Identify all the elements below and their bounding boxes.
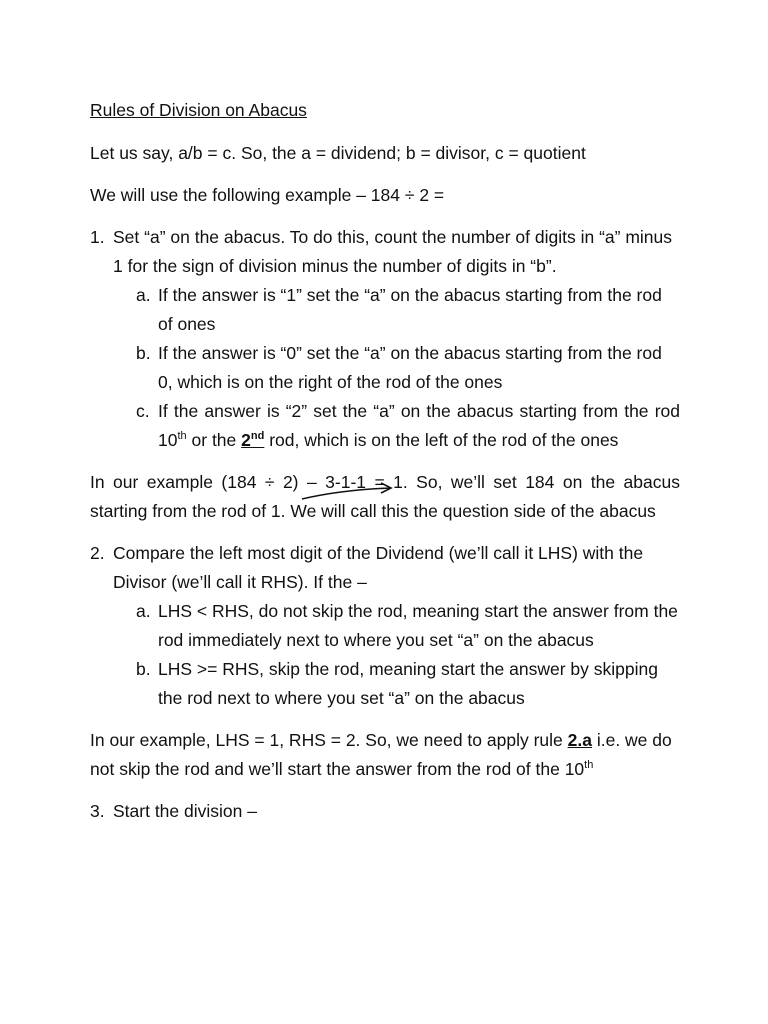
rule-1c-sup-1: th (177, 430, 187, 443)
example-1-paragraph: In our example (184 ÷ 2) – 3-1-1 = 1. So, we’ll set 184 on the abacus starting from the rod of 1. We will call this the question side of the abacus (90, 472, 680, 521)
rule-2b-text: LHS >= RHS, skip the rod, meaning start the answer by skipping the rod next to where you set “a” on the abacus (158, 659, 658, 708)
rule-1-text: Set “a” on the abacus. To do this, count the number of digits in “a” minus 1 for the sign of division minus the number of digits in “b”. (113, 227, 673, 276)
rule-1a-text: If the answer is “1” set the “a” on the abacus starting from the rod of ones (158, 285, 662, 334)
rule-1c-bold (241, 430, 264, 450)
rule-1c-letter: c. (136, 401, 150, 421)
rule-2a-letter: a. (136, 601, 151, 621)
rule-1a (90, 281, 680, 339)
example-line: We will use the following example – 184 ÷ 2 = (90, 185, 445, 205)
example-2-sup: th (584, 759, 594, 772)
rule-1b-text: If the answer is “0” set the “a” on the abacus starting from the rod 0, which is on the right of the rod of the ones (158, 343, 662, 392)
rule-2b (90, 655, 680, 713)
example-2-paragraph (90, 726, 680, 784)
rule-1 (90, 223, 680, 281)
rule-1c-text-1: If the answer is “2” set the “a” on the abacus starting from the rod 10 (158, 401, 680, 450)
rule-1c-text-2: or the (186, 430, 242, 450)
page-title: Rules of Division on Abacus (90, 100, 307, 120)
rule-3 (90, 797, 680, 826)
rule-1c-bold-num: 2 (241, 430, 251, 450)
rule-1-number: 1. (90, 227, 105, 247)
rule-2a (90, 597, 680, 655)
rule-1c-text-3: rod, which is on the left of the rod of the ones (264, 430, 619, 450)
example-2-bold: 2.a (567, 730, 592, 750)
example-1-block (90, 468, 680, 526)
rule-1a-letter: a. (136, 285, 151, 305)
example-2-text-1: In our example, LHS = 1, RHS = 2. So, we need to apply rule (90, 730, 568, 750)
intro-paragraph: Let us say, a/b = c. So, the a = dividend; b = divisor, c = quotient (90, 143, 586, 163)
rule-2 (90, 539, 680, 597)
rule-3-number: 3. (90, 801, 105, 821)
rule-1b-letter: b. (136, 343, 151, 363)
rule-2-number: 2. (90, 543, 105, 563)
rule-3-text: Start the division – (113, 801, 257, 821)
rule-1b (90, 339, 680, 397)
rule-2b-letter: b. (136, 659, 151, 679)
rule-2-text: Compare the left most digit of the Dividend (we’ll call it LHS) with the Divisor (we’ll call it RHS). If the – (113, 543, 644, 592)
document-page (90, 96, 680, 826)
example-2-text-2: i.e. we do not skip the rod and we’ll start the answer from the rod of the 10 (90, 730, 672, 779)
rule-1c-sup-2: nd (250, 430, 265, 443)
rule-2a-text: LHS < RHS, do not skip the rod, meaning start the answer from the rod immediately next to where you set “a” on the abacus (158, 601, 678, 650)
rule-1c (90, 397, 680, 455)
